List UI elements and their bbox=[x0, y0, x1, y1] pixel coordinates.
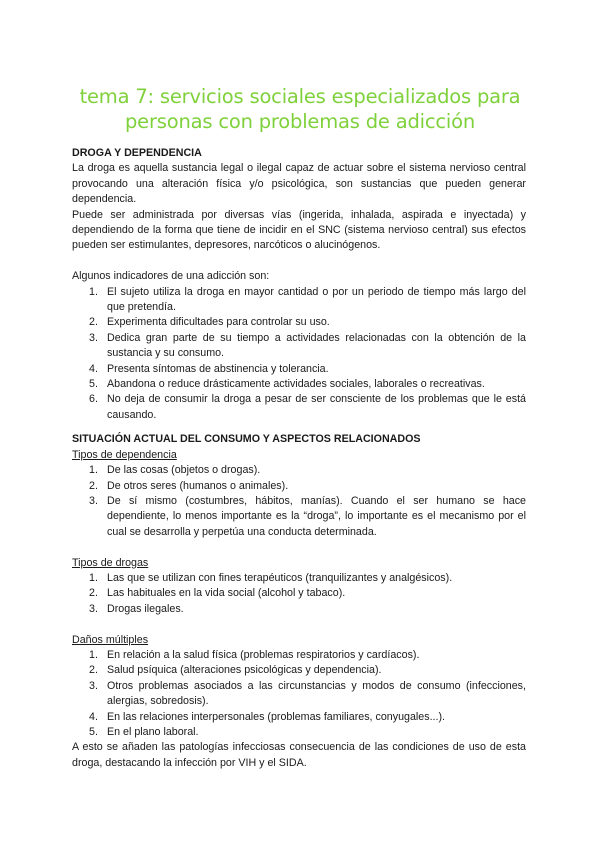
list-item-number: 2. bbox=[89, 664, 98, 677]
title-line-1: tema 7: servicios sociales especializados para bbox=[79, 85, 521, 108]
list-item-text: Abandona o reduce drásticamente actividades sociales, laborales o recreativas. bbox=[107, 378, 485, 391]
list-item-text: De sí mismo (costumbres, hábitos, manías). Cuando el ser humano se hace dependiente, lo menos importante es la “droga”, lo importante es el mecanismo por el cual se desarrolla y perpetúa una conducta determinada. bbox=[107, 494, 526, 538]
list-item-text: En el plano laboral. bbox=[107, 725, 199, 738]
list-item bbox=[72, 377, 526, 392]
section-heading-droga: DROGA Y DEPENDENCIA bbox=[72, 147, 202, 159]
list-item-number: 5. bbox=[89, 378, 98, 391]
list-item bbox=[72, 679, 526, 710]
list-item bbox=[72, 586, 526, 601]
list-item-text: Dedica gran parte de su tiempo a actividades relacionadas con la obtención de la sustancia y su consumo. bbox=[107, 331, 526, 360]
dependencia-list bbox=[72, 463, 526, 540]
list-item-number: 2. bbox=[89, 587, 98, 600]
list-item-text: En relación a la salud física (problemas respiratorios y cardíacos). bbox=[107, 648, 420, 661]
document-body bbox=[72, 146, 526, 771]
subheading-dependencia: Tipos de dependencia bbox=[72, 448, 177, 461]
list-item-number: 4. bbox=[89, 710, 98, 723]
list-item bbox=[72, 392, 526, 423]
drogas-list bbox=[72, 571, 526, 617]
list-item-number: 6. bbox=[89, 393, 98, 406]
list-item bbox=[72, 315, 526, 330]
list-item-text: Experimenta dificultades para controlar su uso. bbox=[107, 316, 330, 329]
list-item-number: 1. bbox=[89, 648, 98, 661]
title-line-2: personas con problemas de adicción bbox=[124, 110, 476, 133]
list-item bbox=[72, 571, 526, 586]
list-item-number: 1. bbox=[89, 464, 98, 477]
list-item bbox=[72, 602, 526, 617]
list-item-number: 3. bbox=[89, 679, 98, 692]
list-item-number: 2. bbox=[89, 316, 98, 329]
list-item bbox=[72, 331, 526, 362]
list-item-number: 5. bbox=[89, 725, 98, 738]
list-item-text: No deja de consumir la droga a pesar de ser consciente de los problemas que le está causando. bbox=[107, 393, 526, 421]
list-item bbox=[72, 710, 526, 725]
list-item-number: 2. bbox=[89, 479, 98, 492]
list-item-text: Otros problemas asociados a las circunstancias y modos de consumo (infecciones, alergias, sobredosis). bbox=[107, 679, 526, 708]
list-item bbox=[72, 463, 526, 478]
paragraph-administration: Puede ser administrada por diversas vías (ingerida, inhalada, aspirada e inyectada) y dependiendo de la forma que tiene de incidir en el SNC (sistema nervioso central) sus efectos pueden ser estimulantes, depresores, narcóticos o alucinógenos. bbox=[72, 208, 526, 252]
list-item-text: De las cosas (objetos o drogas). bbox=[107, 464, 261, 477]
indicators-intro: Algunos indicadores de una adicción son: bbox=[72, 270, 270, 283]
list-item-number: 1. bbox=[89, 571, 98, 584]
paragraph-closing: A esto se añaden las patologías infecciosas consecuencia de las condiciones de uso de esta droga, destacando la infección por VIH y el SIDA. bbox=[72, 741, 526, 769]
list-item bbox=[72, 725, 526, 740]
list-item-text: El sujeto utiliza la droga en mayor cantidad o por un periodo de tiempo más largo del que pretendía. bbox=[107, 285, 526, 314]
list-item bbox=[72, 663, 526, 678]
list-item bbox=[72, 285, 526, 316]
subheading-danos: Daños múltiples bbox=[72, 633, 149, 646]
list-item bbox=[72, 479, 526, 494]
list-item bbox=[72, 494, 526, 540]
list-item-text: Drogas ilegales. bbox=[107, 602, 184, 615]
list-item bbox=[72, 362, 526, 377]
list-item bbox=[72, 648, 526, 663]
list-item-number: 3. bbox=[89, 494, 98, 507]
list-item-text: Las habituales en la vida social (alcohol y tabaco). bbox=[107, 587, 346, 600]
list-item-number: 1. bbox=[89, 285, 98, 298]
list-item-text: Las que se utilizan con fines terapéuticos (tranquilizantes y analgésicos). bbox=[107, 571, 453, 584]
section-heading-situacion: SITUACIÓN ACTUAL DEL CONSUMO Y ASPECTOS RELACIONADOS bbox=[72, 433, 421, 446]
list-item-text: En las relaciones interpersonales (problemas familiares, conyugales...). bbox=[107, 710, 446, 723]
list-item-number: 4. bbox=[89, 362, 98, 375]
danos-list bbox=[72, 648, 526, 740]
list-item-number: 3. bbox=[89, 331, 98, 344]
paragraph-definition: La droga es aquella sustancia legal o ilegal capaz de actuar sobre el sistema nervioso central provocando una alteración física y/o psicológica, son sustancias que pueden generar dependencia. bbox=[72, 162, 526, 206]
list-item-number: 3. bbox=[89, 602, 98, 615]
indicators-list bbox=[72, 285, 526, 424]
list-item-text: Presenta síntomas de abstinencia y tolerancia. bbox=[107, 362, 329, 375]
subheading-drogas: Tipos de drogas bbox=[72, 556, 149, 569]
list-item-text: Salud psíquica (alteraciones psicológicas y dependencia). bbox=[107, 664, 382, 677]
list-item-text: De otros seres (humanos o animales). bbox=[107, 479, 289, 492]
page-title bbox=[60, 84, 540, 134]
